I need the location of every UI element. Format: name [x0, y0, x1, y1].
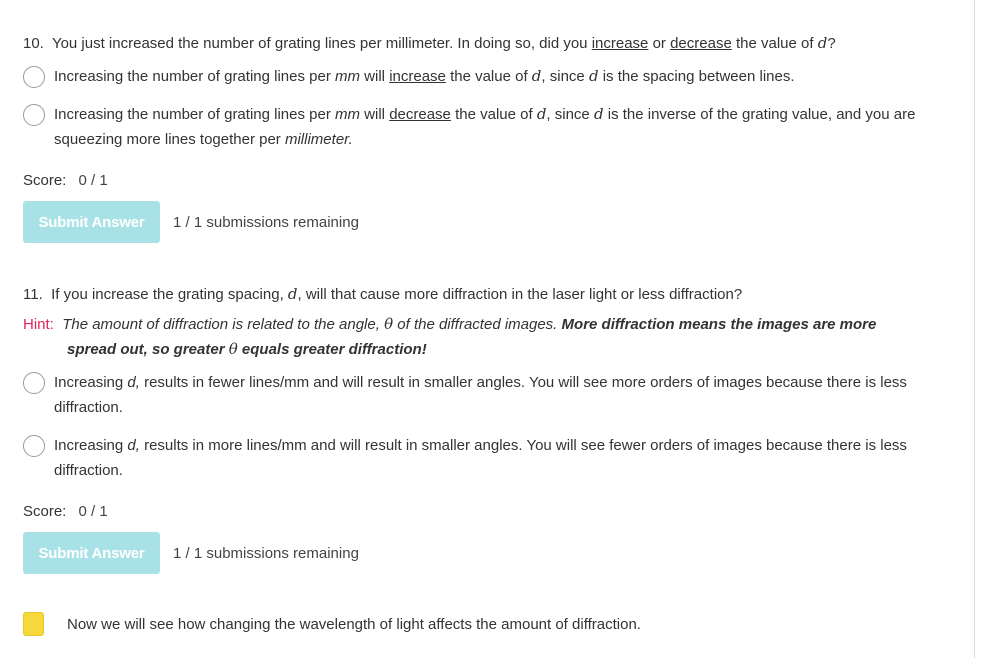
question-text: , will that cause more diffraction in the laser light or less diffraction? [297, 286, 743, 303]
hint-label: Hint: [23, 316, 54, 333]
info-note [23, 612, 641, 636]
question-number: 11. [23, 286, 43, 303]
radio-button[interactable] [23, 104, 45, 126]
underlined-word: increase [591, 35, 649, 52]
question-text: ? [827, 35, 836, 52]
score-label: Score: [23, 503, 67, 520]
hint-emphasis: spread out, so greater [67, 341, 225, 358]
score-label: Score: [23, 172, 67, 189]
submit-answer-button[interactable]: Submit Answer [23, 201, 160, 243]
note-text: Now we will see how changing the wavelength of light affects the amount of diffraction. [67, 615, 641, 633]
question-11-prompt [23, 282, 963, 307]
hint-text: The amount of diffraction is related to the angle, [62, 316, 380, 333]
hint-emphasis: equals greater diffraction! [241, 341, 427, 358]
math-variable: d [817, 34, 828, 52]
submit-row [23, 201, 359, 243]
radio-button[interactable] [23, 435, 45, 457]
score-display [23, 171, 108, 191]
q11-option-2[interactable] [23, 433, 963, 483]
option-label: Increasing the number of grating lines per mm will increase the value of d, since d is the spacing between lines. [54, 67, 795, 85]
question-text: or [652, 35, 666, 52]
q11-option-1[interactable] [23, 370, 963, 420]
q10-option-2[interactable] [23, 102, 963, 152]
hint-block [23, 312, 963, 362]
radio-button[interactable] [23, 66, 45, 88]
question-10-prompt [23, 31, 963, 56]
score-value: 0 / 1 [78, 172, 108, 189]
option-label: Increasing d, results in more lines/mm and will result in smaller angles. You will see fewer orders of images because there is less diffraction. [54, 437, 907, 479]
math-variable: d [287, 285, 298, 303]
score-value: 0 / 1 [78, 503, 108, 520]
math-variable: θ [228, 340, 238, 358]
option-label: Increasing the number of grating lines per mm will decrease the value of d, since d is the inverse of the grating value, and you are squeezing more lines together per millimeter. [54, 105, 916, 148]
hint-text: of the diffracted images. [397, 316, 558, 333]
question-number: 10. [23, 35, 44, 52]
question-text: You just increased the number of grating lines per millimeter. In doing so, did you [51, 35, 588, 52]
score-display [23, 502, 108, 522]
q10-option-1[interactable] [23, 64, 963, 89]
question-text: If you increase the grating spacing, [51, 286, 284, 303]
submit-row [23, 532, 359, 574]
submit-answer-button[interactable]: Submit Answer [23, 532, 160, 574]
underlined-word: decrease [670, 35, 732, 52]
math-variable: θ [384, 315, 394, 333]
question-text: the value of [735, 35, 814, 52]
submissions-remaining: 1 / 1 submissions remaining [173, 213, 359, 231]
note-marker-icon [23, 612, 44, 636]
option-label: Increasing d, results in fewer lines/mm and will result in smaller angles. You will see more orders of images because there is less diffraction. [54, 374, 907, 416]
hint-emphasis: More diffraction means the images are more [561, 316, 877, 333]
radio-button[interactable] [23, 372, 45, 394]
submissions-remaining: 1 / 1 submissions remaining [173, 544, 359, 562]
